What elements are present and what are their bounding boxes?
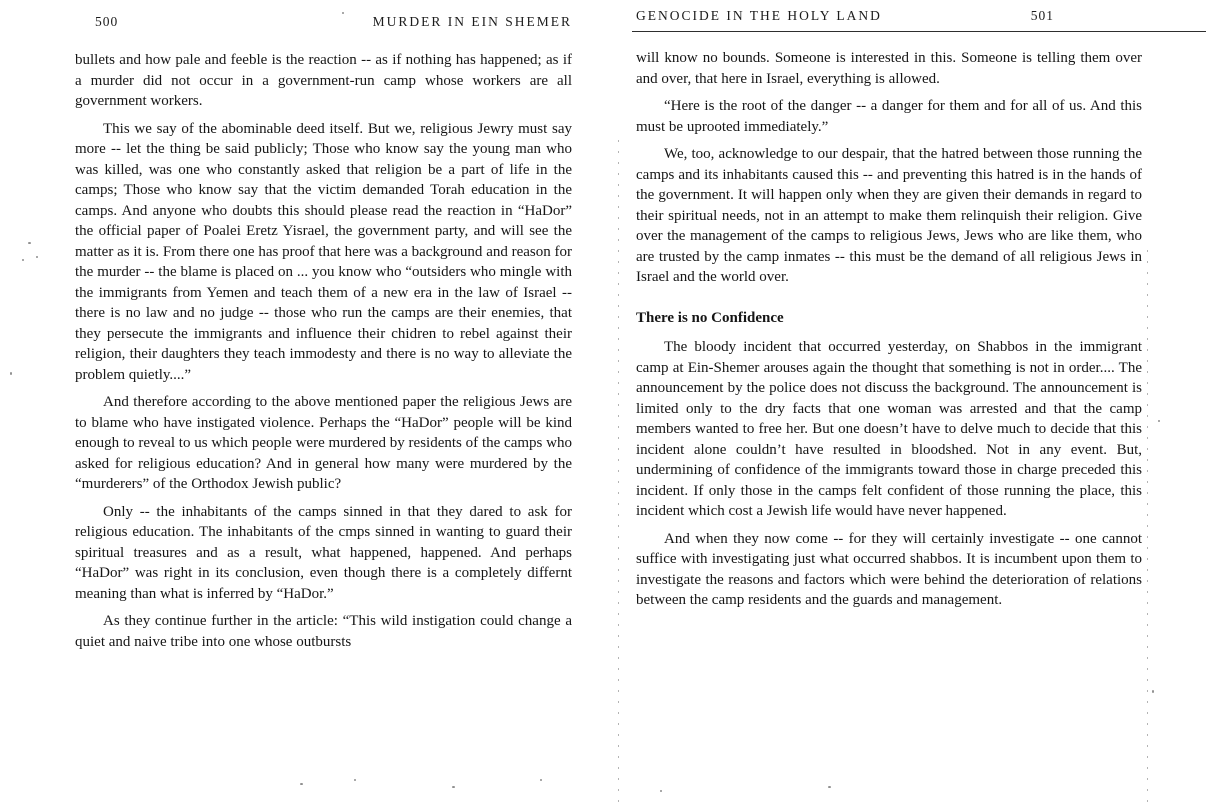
right-page-body [636,48,1142,611]
left-page-body [75,50,572,652]
left-header-title: MURDER IN EIN SHEMER [372,14,572,29]
right-running-header [632,8,1206,32]
paragraph: This we say of the abominable deed itself. But we, religious Jewry must say more -- let the thing be said publicly; Those who know say the young man who was killed, was one who constantly asked that religion be a part of life in the camps; Those who know say that the victim demanded Torah education in the camps. And anyone who doubts this should please read the reaction in “HaDor” the official paper of Poalei Eretz Yisrael, the government party, and will see the matter as it is. From there one has proof that here was a background and reason for the murder -- the blame is placed on ... you know who “outsiders who mingle with the immigrants from Yemen and teach them of a new era in the law of Israel -- there is no law and no judge -- those who run the camps are their enemies, that they persecute the immigrants and influence their chidren to rebel against their religion, their daughters they teach immodesty and there is no way to alleviate the problem quietly....” [75,120,572,383]
paragraph: bullets and how pale and feeble is the reaction -- as if nothing has happened; as if a murder did not occur in a government-run camp whose workers are all government workers. [75,52,572,109]
section-heading: There is no Confidence [636,309,784,326]
paragraph: And therefore according to the above mentioned paper the religious Jews are to blame who have instigated violence. Perhaps the “HaDor” people will be kind enough to reveal to us which people were murdered by residents of the camps who asked for religious education? And in general how many were murdered by the “murderers” of the Orthodox Jewish public? [75,394,572,492]
paragraph: And when they now come -- for they will certainly investigate -- one cannot suffice with investigating just what occurred shabbos. It is incumbent upon them to investigate the reasons and factors which were behind the deterioration of relations between the camp residents and the guards and management. [636,530,1142,608]
paragraph: Only -- the inhabitants of the camps sinned in that they dared to ask for religious education. The inhabitants of the cmps sinned in wanting to guard their spiritual treasures and as a result, what happened, happened. And perhaps “HaDor” was right in its conclusion, even though there is a completely differnt meaning than what is inferred by “HaDor.” [75,503,572,602]
right-page-number: 501 [1030,8,1054,23]
left-page-number: 500 [95,14,119,29]
right-header-title: GENOCIDE IN THE HOLY LAND [636,8,882,23]
paragraph: will know no bounds. Someone is interested in this. Someone is telling them over and over, that here in Israel, everything is allowed. [636,50,1142,87]
paragraph: As they continue further in the article: “This wild instigation could change a quiet and naive tribe into one whose outbursts [75,613,572,650]
paragraph: We, too, acknowledge to our despair, that the hatred between those running the camps and its inhabitants caused this -- and preventing this hatred is in the hands of the government. It will happen only when they are given their demands in regard to their spiritual needs, not in an attempt to make them relinquish their religion. Give over the management of the camps to religious Jews, Jews who are like them, who are trusted by the camp inmates -- this must be the demand of all religious Jews in Israel and the world over. [636,146,1142,285]
paragraph: “Here is the root of the danger -- a danger for them and for all of us. And this must be uprooted immediately.” [636,98,1142,135]
left-running-header [75,14,572,30]
paragraph: The bloody incident that occurred yesterday, on Shabbos in the immigrant camp at Ein-Shemer arouses again the thought that something is not in order.... The announcement by the police does not discuss the background. The announcement is limited only to the dry facts that one woman was arrested and that the camp members wanted to free her. But one doesn’t have to delve much to decide that this incident alone couldn’t have resulted in bloodshed. Not in any event. But, undermining of confidence of the immigrants toward those in charge preceded this incident. If only those in the camps felt confident of those running the place, this incident which cost a Jewish life would have never happened. [636,339,1142,519]
right-page [603,0,1206,807]
